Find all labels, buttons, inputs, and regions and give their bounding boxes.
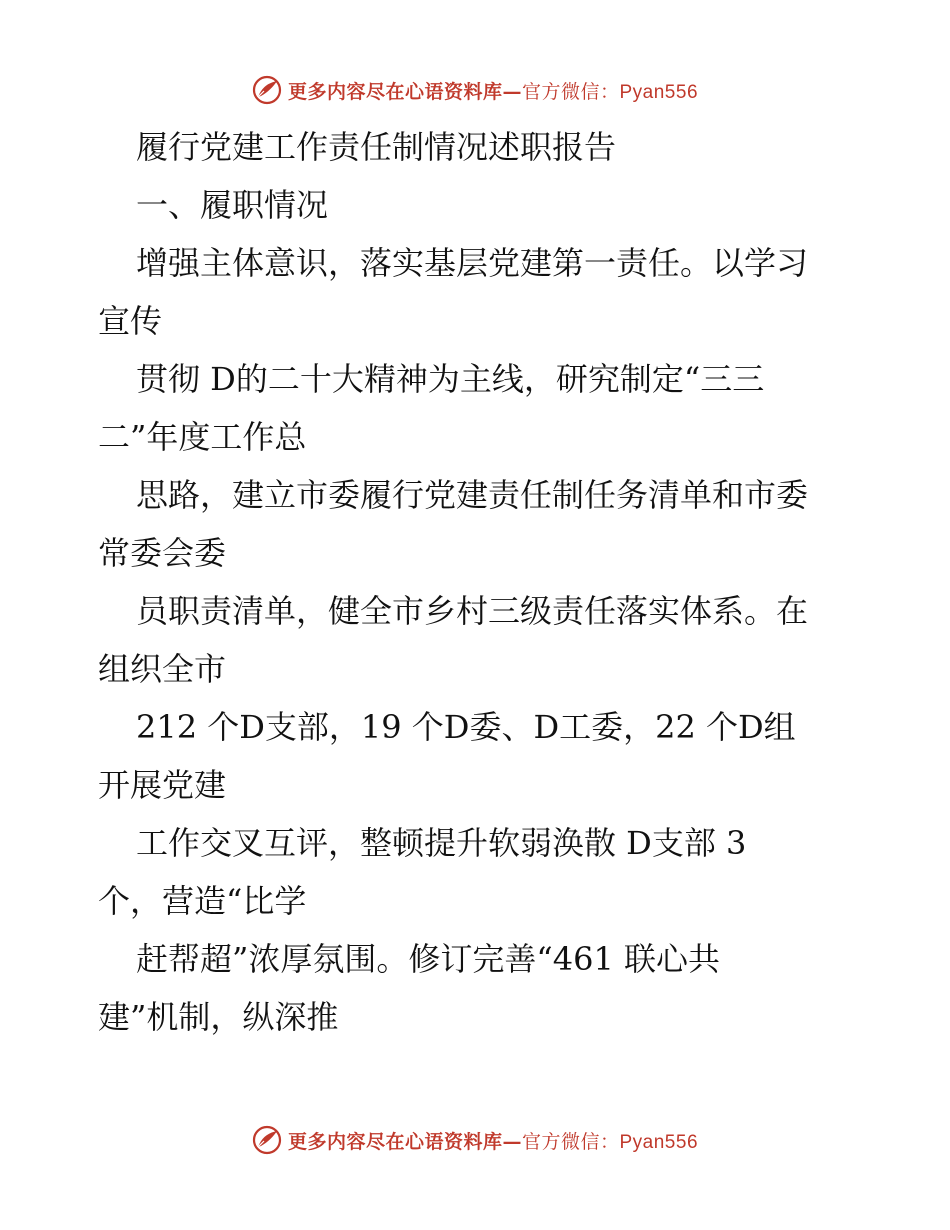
banner-text (288, 77, 698, 104)
paragraph-line: 常委会委 (98, 534, 227, 572)
header-banner (0, 70, 950, 110)
paragraph-line: 个，营造“比学 (98, 882, 307, 920)
banner-site-name: 更多内容尽在心语资料库 (287, 1130, 503, 1153)
paragraph-line: 赶帮超”浓厚氛围。修订完善“461 联心共 (136, 940, 720, 978)
quill-pen-logo-icon (252, 75, 282, 105)
quill-pen-logo-icon (252, 1125, 282, 1155)
banner-site-name: 更多内容尽在心语资料库 (287, 80, 503, 103)
paragraph-line: 增强主体意识，落实基层党建第一责任。以学习 (136, 244, 809, 282)
banner-separator: — (502, 1130, 522, 1153)
paragraph-line: 宣传 (98, 302, 163, 340)
paragraph-line: 工作交叉互评，整顿提升软弱涣散 D支部 3 (136, 824, 747, 862)
paragraph-line: 二”年度工作总 (98, 418, 307, 456)
paragraph-line: 组织全市 (98, 650, 227, 688)
footer-banner (0, 1120, 950, 1160)
paragraph-line: 员职责清单，健全市乡村三级责任落实体系。在 (136, 592, 809, 630)
banner-contact: 官方微信：Pyan556 (522, 81, 699, 103)
paragraph-line: 212 个D支部，19 个D委、D工委，22 个D组 (136, 708, 796, 746)
paragraph-line: 贯彻 D的二十大精神为主线，研究制定“三三 (136, 360, 765, 398)
paragraph-line: 开展党建 (98, 766, 227, 804)
paragraph-line: 一、履职情况 (136, 186, 329, 224)
document-title: 履行党建工作责任制情况述职报告 (136, 128, 617, 166)
banner-contact: 官方微信：Pyan556 (522, 1131, 699, 1153)
paragraph-line: 思路，建立市委履行党建责任制任务清单和市委 (136, 476, 809, 514)
document-body (98, 118, 858, 1046)
banner-separator: — (502, 80, 522, 103)
paragraph-line: 建”机制，纵深推 (98, 998, 339, 1036)
banner-content (252, 1125, 698, 1155)
banner-text (288, 1127, 698, 1154)
banner-content (252, 75, 698, 105)
